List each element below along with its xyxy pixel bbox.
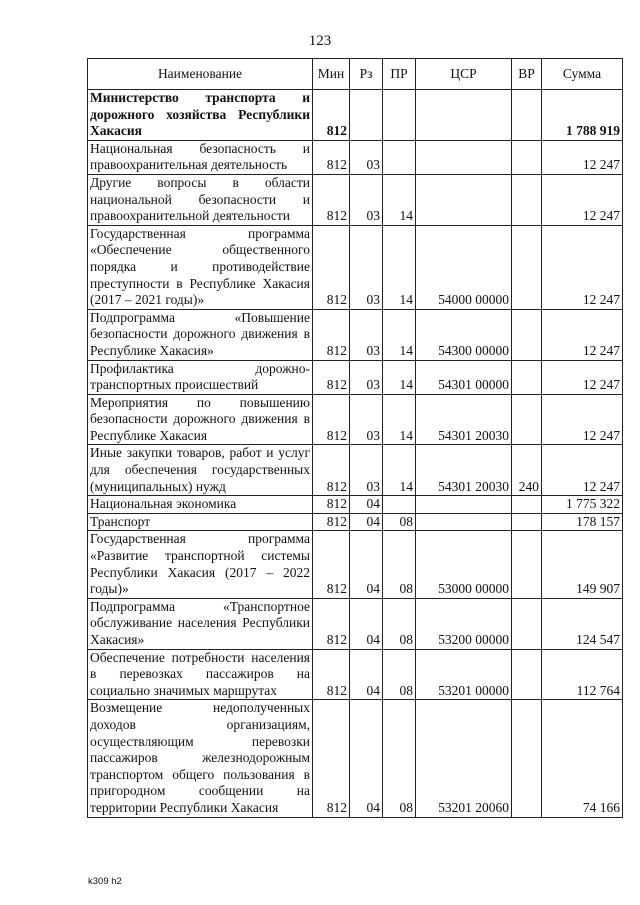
- cell-pr: [383, 90, 416, 141]
- header-pr: ПР: [383, 59, 416, 90]
- cell-vr: [512, 531, 542, 598]
- cell-vr: [512, 598, 542, 649]
- cell-min: 812: [313, 360, 350, 394]
- cell-name: Национальная экономика: [88, 496, 313, 514]
- cell-sum: 149 907: [542, 531, 623, 598]
- cell-rz: 03: [350, 140, 383, 174]
- cell-csr: 54301 20030: [416, 394, 512, 445]
- header-sum: Сумма: [542, 59, 623, 90]
- header-min: Мин: [313, 59, 350, 90]
- cell-vr: [512, 174, 542, 225]
- cell-min: 812: [313, 598, 350, 649]
- table-row: [88, 90, 623, 141]
- cell-pr: 08: [383, 700, 416, 817]
- cell-csr: [416, 90, 512, 141]
- cell-name: Возмещение недополученных доходов организациям, осуществляющим перевозки пассажиров железнодорожным транспортом общего пользования в пригородном сообщении на территории Республики Хакасия: [88, 700, 313, 817]
- cell-vr: 240: [512, 445, 542, 496]
- table-row: [88, 394, 623, 445]
- cell-name: Иные закупки товаров, работ и услуг для обеспечения государственных (муниципальных) нужд: [88, 445, 313, 496]
- table-row: [88, 225, 623, 309]
- cell-rz: 03: [350, 360, 383, 394]
- cell-rz: 03: [350, 309, 383, 360]
- cell-min: 812: [313, 90, 350, 141]
- cell-name: Транспорт: [88, 513, 313, 531]
- cell-name: Обеспечение потребности населения в перевозках пассажиров на социально значимых маршрутах: [88, 649, 313, 700]
- page-number: 123: [308, 33, 332, 49]
- cell-csr: 53201 20060: [416, 700, 512, 817]
- cell-name: Другие вопросы в области национальной безопасности и правоохранительной деятельности: [88, 174, 313, 225]
- cell-pr: 14: [383, 360, 416, 394]
- cell-csr: 53200 00000: [416, 598, 512, 649]
- cell-min: 812: [313, 700, 350, 817]
- cell-csr: 54301 00000: [416, 360, 512, 394]
- cell-sum: 12 247: [542, 174, 623, 225]
- cell-csr: 53000 00000: [416, 531, 512, 598]
- cell-vr: [512, 360, 542, 394]
- cell-rz: 03: [350, 225, 383, 309]
- cell-pr: 14: [383, 174, 416, 225]
- cell-csr: 53201 00000: [416, 649, 512, 700]
- cell-csr: [416, 174, 512, 225]
- table-row: [88, 496, 623, 514]
- cell-rz: 04: [350, 700, 383, 817]
- cell-rz: 04: [350, 598, 383, 649]
- cell-name: Подпрограмма «Повышение безопасности дорожного движения в Республике Хакасия»: [88, 309, 313, 360]
- cell-rz: 03: [350, 394, 383, 445]
- header-vr: ВР: [512, 59, 542, 90]
- cell-rz: 03: [350, 174, 383, 225]
- cell-csr: [416, 140, 512, 174]
- cell-pr: [383, 140, 416, 174]
- cell-vr: [512, 140, 542, 174]
- cell-min: 812: [313, 225, 350, 309]
- cell-sum: 12 247: [542, 394, 623, 445]
- header-name: Наименование: [88, 59, 313, 90]
- cell-csr: [416, 513, 512, 531]
- table-row: [88, 649, 623, 700]
- header-rz: Рз: [350, 59, 383, 90]
- table-row: [88, 309, 623, 360]
- cell-min: 812: [313, 445, 350, 496]
- footer-code: k309 h2: [88, 876, 122, 887]
- cell-pr: 14: [383, 394, 416, 445]
- cell-sum: 112 764: [542, 649, 623, 700]
- cell-rz: [350, 90, 383, 141]
- cell-sum: 12 247: [542, 225, 623, 309]
- table-header-row: [88, 59, 623, 90]
- cell-sum: 124 547: [542, 598, 623, 649]
- cell-name: Государственная программа «Развитие транспортной системы Республики Хакасия (2017 – 2022 годы)»: [88, 531, 313, 598]
- cell-min: 812: [313, 394, 350, 445]
- cell-pr: [383, 496, 416, 514]
- cell-csr: 54301 20030: [416, 445, 512, 496]
- cell-name: Профилактика дорожно-транспортных происшествий: [88, 360, 313, 394]
- cell-min: 812: [313, 174, 350, 225]
- cell-rz: 03: [350, 445, 383, 496]
- header-csr: ЦСР: [416, 59, 512, 90]
- cell-vr: [512, 394, 542, 445]
- cell-sum: 12 247: [542, 140, 623, 174]
- cell-rz: 04: [350, 496, 383, 514]
- cell-min: 812: [313, 649, 350, 700]
- table-body: [88, 90, 623, 818]
- cell-pr: 08: [383, 598, 416, 649]
- cell-rz: 04: [350, 513, 383, 531]
- cell-sum: 178 157: [542, 513, 623, 531]
- table-row: [88, 598, 623, 649]
- table-row: [88, 700, 623, 817]
- cell-sum: 74 166: [542, 700, 623, 817]
- cell-rz: 04: [350, 531, 383, 598]
- cell-name: Государственная программа «Обеспечение общественного порядка и противодействие преступности в Республике Хакасия (2017 – 2021 годы)»: [88, 225, 313, 309]
- cell-min: 812: [313, 531, 350, 598]
- budget-table: [87, 58, 623, 818]
- cell-vr: [512, 496, 542, 514]
- cell-min: 812: [313, 513, 350, 531]
- table-row: [88, 513, 623, 531]
- table-row: [88, 445, 623, 496]
- table-row: [88, 360, 623, 394]
- cell-vr: [512, 90, 542, 141]
- cell-csr: 54000 00000: [416, 225, 512, 309]
- cell-name: Подпрограмма «Транспортное обслуживание населения Республики Хакасия»: [88, 598, 313, 649]
- cell-pr: 08: [383, 531, 416, 598]
- cell-pr: 08: [383, 649, 416, 700]
- cell-vr: [512, 225, 542, 309]
- cell-min: 812: [313, 140, 350, 174]
- cell-sum: 12 247: [542, 360, 623, 394]
- cell-sum: 1 788 919: [542, 90, 623, 141]
- cell-min: 812: [313, 496, 350, 514]
- cell-pr: 14: [383, 309, 416, 360]
- table-row: [88, 140, 623, 174]
- table-row: [88, 531, 623, 598]
- cell-vr: [512, 649, 542, 700]
- cell-pr: 08: [383, 513, 416, 531]
- cell-vr: [512, 700, 542, 817]
- cell-name: Национальная безопасность и правоохранительная деятельность: [88, 140, 313, 174]
- cell-sum: 1 775 322: [542, 496, 623, 514]
- cell-pr: 14: [383, 445, 416, 496]
- cell-rz: 04: [350, 649, 383, 700]
- cell-csr: [416, 496, 512, 514]
- cell-vr: [512, 513, 542, 531]
- cell-pr: 14: [383, 225, 416, 309]
- table-row: [88, 174, 623, 225]
- cell-vr: [512, 309, 542, 360]
- cell-min: 812: [313, 309, 350, 360]
- cell-sum: 12 247: [542, 309, 623, 360]
- cell-name: Мероприятия по повышению безопасности дорожного движения в Республике Хакасия: [88, 394, 313, 445]
- cell-name: Министерство транспорта и дорожного хозяйства Республики Хакасия: [88, 90, 313, 141]
- cell-sum: 12 247: [542, 445, 623, 496]
- cell-csr: 54300 00000: [416, 309, 512, 360]
